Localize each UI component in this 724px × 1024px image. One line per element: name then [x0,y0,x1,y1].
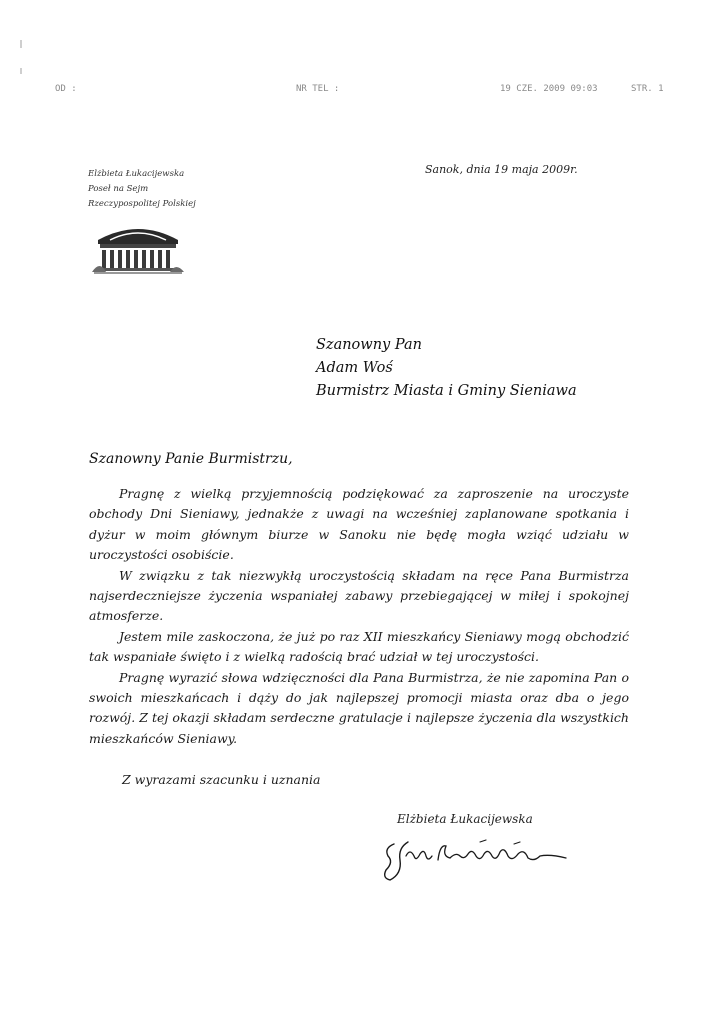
fax-page-number: STR. 1 [631,84,664,94]
place-and-date: Sanok, dnia 19 maja 2009r. [425,163,578,176]
fax-datetime: 19 CZE. 2009 09:03 [500,84,598,94]
addressee-block [316,334,577,403]
scan-speck [20,68,22,74]
letter-body [89,484,629,749]
fax-tel-field: NR TEL : [296,84,340,94]
building-logo [90,212,186,278]
letter-closing: Z wyrazami szacunku i uznania [122,772,321,787]
letter-salutation: Szanowny Panie Burmistrzu, [89,451,293,467]
body-paragraph: Pragnę z wielką przyjemnością podziękować za zaproszenie na uroczyste obchody Dni Sieniawy, jednakże z uwagi na wcześniej zaplanowane spotkania i dyżur w moim głównym biurze w Sanoku nie będę mogła wziąć udziału w uroczystości osobiście. [89,486,629,563]
fax-from-field: OD : [55,84,77,94]
sender-title: Poseł na Sejm [88,184,149,194]
addressee-salutation: Szanowny Pan [316,337,422,353]
body-paragraph: W związku z tak niezwykłą uroczystością składam na ręce Pana Burmistrza najserdeczniejsze życzenia wspaniałej zabawy przebiegającej w miłej i spokojnej atmosferze. [89,567,629,624]
body-paragraph: Jestem mile zaskoczona, że już po raz XII mieszkańcy Sieniawy mogą obchodzić tak wspaniałe święto i z wielką radością brać udział w tej uroczystości. [89,628,629,665]
sender-block [88,167,238,212]
addressee-title: Burmistrz Miasta i Gminy Sieniawa [316,383,577,399]
addressee-name: Adam Woś [316,360,393,376]
body-paragraph: Pragnę wyrazić słowa wdzięczności dla Pana Burmistrza, że nie zapomina Pan o swoich mieszkańcach i dąży do jak najlepszej promocji miasta oraz dba o jego rozwój. Z tej okazji składam serdeczne gratulacje i najlepsze życzenia dla wszystkich mieszkańców Sieniawy. [89,669,629,746]
sender-name: Elżbieta Łukacijewska [88,169,185,179]
sender-institution: Rzeczypospolitej Polskiej [88,199,196,209]
signatory-name: Elżbieta Łukacijewska [397,812,533,826]
fax-header [0,84,724,100]
scan-speck [20,40,22,48]
handwritten-signature [380,826,575,890]
